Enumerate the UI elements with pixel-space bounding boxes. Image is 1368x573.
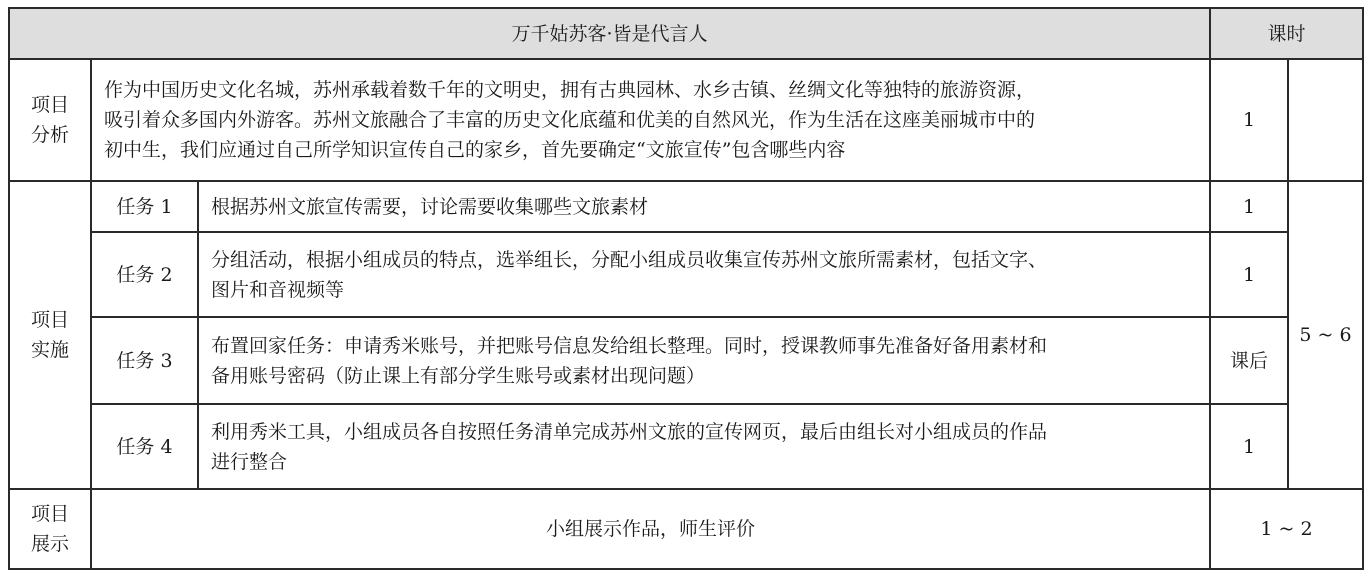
task-text-line: 进行整合 xyxy=(211,450,288,473)
task-text-line: 图片和音视频等 xyxy=(211,278,345,301)
task-description xyxy=(198,404,1210,489)
task-row xyxy=(9,232,1363,317)
implementation-label xyxy=(9,181,91,489)
task-name: 任务 1 xyxy=(91,181,198,232)
hours-header: 课时 xyxy=(1210,8,1363,59)
analysis-hours: 1 xyxy=(1210,59,1288,181)
task-row xyxy=(9,404,1363,489)
task-hours: 1 xyxy=(1210,181,1288,232)
implementation-label-line1: 项目 xyxy=(30,309,69,331)
task-name: 任务 3 xyxy=(91,317,198,404)
task-hours: 课后 xyxy=(1210,317,1288,404)
analysis-row xyxy=(9,59,1363,181)
analysis-label xyxy=(9,59,91,181)
task-hours: 1 xyxy=(1210,232,1288,317)
analysis-total-hours xyxy=(1288,59,1363,181)
task-name: 任务 4 xyxy=(91,404,198,489)
analysis-text xyxy=(91,59,1210,181)
display-hours: 1 ~ 2 xyxy=(1210,489,1363,569)
display-label-line2: 展示 xyxy=(30,533,69,555)
analysis-label-line1: 项目 xyxy=(30,94,69,116)
task-text-line: 利用秀米工具，小组成员各自按照任务清单完成苏州文旅的宣传网页，最后由组长对小组成员的作品 xyxy=(211,420,1048,443)
task-hours: 1 xyxy=(1210,404,1288,489)
task-text-line: 布置回家任务：申请秀米账号，并把账号信息发给组长整理。同时，授课教师事先准备好备用素材和 xyxy=(211,334,1048,357)
analysis-text-line: 作为中国历史文化名城，苏州承载着数千年的文明史，拥有古典园林、水乡古镇、丝绸文化等独特的旅游资源， xyxy=(104,79,1036,101)
display-label-line1: 项目 xyxy=(30,503,69,525)
display-label xyxy=(9,489,91,569)
display-row xyxy=(9,489,1363,569)
analysis-text-line: 吸引着众多国内外游客。苏州文旅融合了丰富的历史文化底蕴和优美的自然风光，作为生活在这座美丽城市中的 xyxy=(104,109,1036,131)
task-description xyxy=(198,232,1210,317)
task-row xyxy=(9,181,1363,232)
analysis-label-line2: 分析 xyxy=(30,124,69,146)
task-description xyxy=(198,317,1210,404)
table-title: 万千姑苏客·皆是代言人 xyxy=(9,8,1210,59)
implementation-label-line2: 实施 xyxy=(30,339,69,361)
display-text: 小组展示作品，师生评价 xyxy=(91,489,1210,569)
implementation-total-hours: 5 ~ 6 xyxy=(1288,181,1363,489)
task-name: 任务 2 xyxy=(91,232,198,317)
lesson-plan-table xyxy=(8,7,1364,570)
analysis-text-line: 初中生，我们应通过自己所学知识宣传自己的家乡，首先要确定“文旅宣传”包含哪些内容 xyxy=(104,139,846,161)
task-row xyxy=(9,317,1363,404)
header-row xyxy=(9,8,1363,59)
task-text-line: 根据苏州文旅宣传需要，讨论需要收集哪些文旅素材 xyxy=(211,195,649,218)
task-description xyxy=(198,181,1210,232)
task-text-line: 备用账号密码（防止课上有部分学生账号或素材出现问题） xyxy=(211,364,706,387)
task-text-line: 分组活动，根据小组成员的特点，选举组长，分配小组成员收集宣传苏州文旅所需素材，包括文字、 xyxy=(211,248,1048,271)
